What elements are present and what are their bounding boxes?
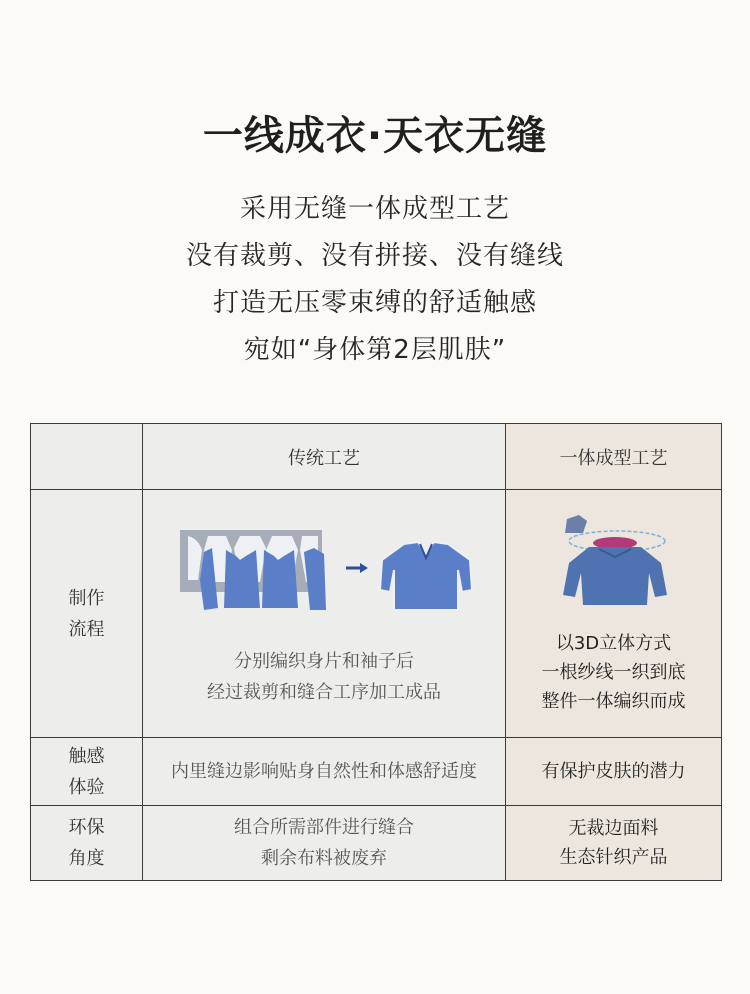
environment-text-line: 剩余布料被废弃 bbox=[261, 848, 387, 870]
label-line: 体验 bbox=[68, 776, 105, 798]
process-text-line: 分别编织身片和袖子后 bbox=[234, 650, 414, 672]
environment-text-line: 无裁边面料 bbox=[568, 818, 659, 840]
feel-text: 有保护皮肤的潜力 bbox=[541, 761, 686, 783]
knitted-panels-illustration bbox=[174, 520, 474, 620]
process-text-line: 一根纱线一织到底 bbox=[541, 662, 686, 684]
header-integrated: 一体成型工艺 bbox=[506, 424, 722, 490]
label-line: 流程 bbox=[68, 618, 105, 640]
table-header-row bbox=[31, 424, 722, 490]
process-text-line: 以3D立体方式 bbox=[555, 633, 672, 655]
process-text-line: 整件一体编织而成 bbox=[541, 691, 686, 713]
intro-text bbox=[0, 186, 750, 374]
table-row-environment bbox=[31, 806, 722, 881]
label-line: 制作 bbox=[68, 587, 105, 609]
environment-text-line: 组合所需部件进行缝合 bbox=[234, 817, 414, 839]
environment-text-line: 生态针织产品 bbox=[559, 847, 668, 869]
label-line: 触感 bbox=[68, 745, 105, 767]
traditional-process-cell bbox=[143, 490, 506, 738]
intro-line: 采用无缝一体成型工艺 bbox=[239, 194, 510, 224]
process-text-line: 经过裁剪和缝合工序加工成品 bbox=[207, 681, 441, 703]
integrated-process-cell bbox=[506, 490, 722, 738]
row-label-environment bbox=[31, 806, 143, 881]
label-line: 角度 bbox=[68, 848, 105, 870]
traditional-environment-cell bbox=[143, 806, 506, 881]
table-row-process bbox=[31, 490, 722, 738]
intro-line: 宛如“身体第2层肌肤” bbox=[243, 335, 507, 365]
integrated-feel-cell bbox=[506, 738, 722, 806]
header-traditional: 传统工艺 bbox=[143, 424, 506, 490]
label-line: 环保 bbox=[68, 817, 105, 839]
3d-knit-sweater-illustration bbox=[549, 511, 679, 611]
table-row-feel bbox=[31, 738, 722, 806]
integrated-environment-cell bbox=[506, 806, 722, 881]
comparison-table bbox=[30, 423, 722, 881]
feel-text: 内里缝边影响贴身自然性和体感舒适度 bbox=[171, 761, 477, 783]
intro-line: 打造无压零束缚的舒适触感 bbox=[212, 288, 537, 318]
traditional-feel-cell bbox=[143, 738, 506, 806]
page-title: 一线成衣·天衣无缝 bbox=[202, 113, 548, 159]
header-empty-cell bbox=[31, 424, 143, 490]
row-label-feel bbox=[31, 738, 143, 806]
row-label-process bbox=[31, 490, 143, 738]
intro-line: 没有裁剪、没有拼接、没有缝线 bbox=[185, 241, 564, 271]
